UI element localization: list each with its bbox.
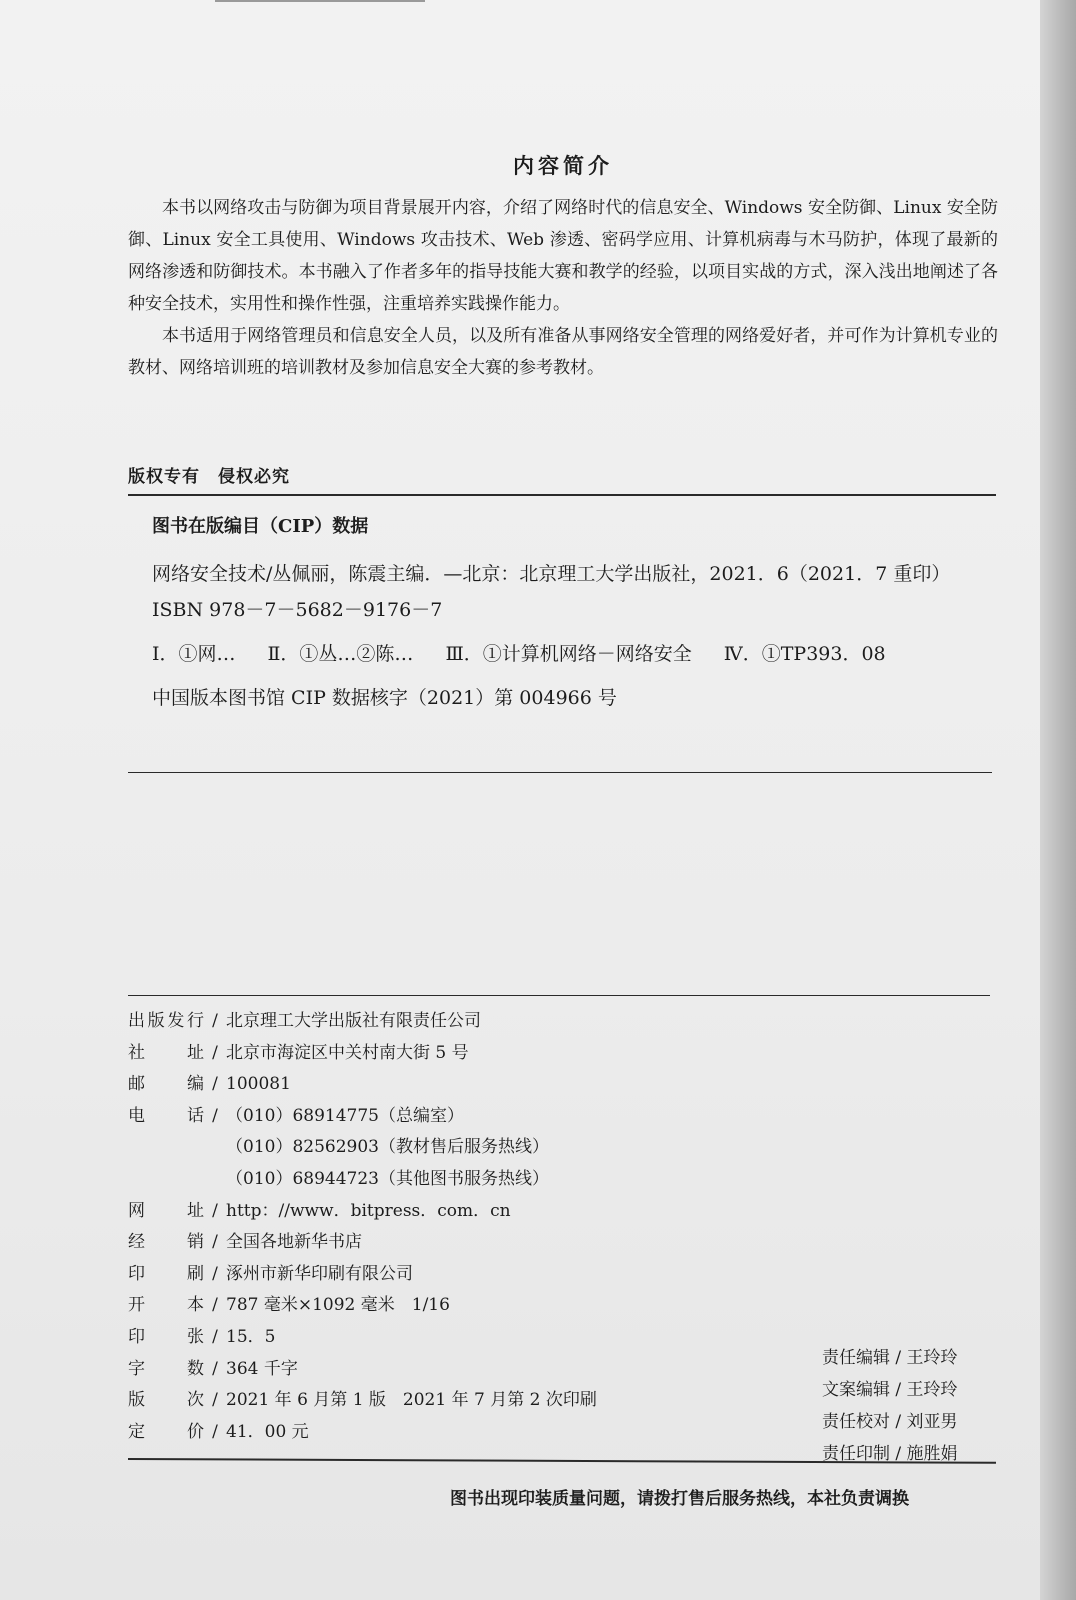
publication-value: 41．00 元	[226, 1421, 309, 1442]
publication-label	[128, 1385, 204, 1417]
publication-label-char: 行	[186, 1011, 204, 1031]
publication-row	[128, 1322, 628, 1354]
publication-label-char: 印	[128, 1263, 145, 1284]
publication-label-char: 本	[187, 1295, 204, 1316]
publication-row	[128, 1164, 628, 1196]
publication-label-char: 字	[128, 1358, 145, 1379]
summary-paragraph-2: 本书适用于网络管理员和信息安全人员，以及所有准备从事网络安全管理的网络爱好者，并可作为计算机专业的教材、网络培训班的培训教材及参加信息安全大赛的参考教材。	[128, 326, 998, 378]
publication-label-char: 址	[187, 1042, 204, 1063]
content-summary	[128, 150, 998, 384]
publication-value: 北京市海淀区中关村南大街 5 号	[226, 1042, 469, 1063]
publication-label	[128, 1069, 204, 1101]
publication-separator: /	[212, 1232, 218, 1253]
publication-row	[128, 1354, 628, 1386]
editor-proofreader: 责任校对 / 刘亚男	[822, 1412, 958, 1432]
publication-label-char: 印	[128, 1326, 145, 1347]
publication-separator: /	[212, 1042, 218, 1063]
publication-label-char: 编	[187, 1074, 204, 1095]
publication-label	[128, 1417, 204, 1449]
publication-label	[128, 1196, 204, 1228]
editor-printing: 责任印制 / 施胜娟	[822, 1444, 958, 1464]
publication-label	[128, 1006, 204, 1038]
publication-label-char: 邮	[128, 1074, 145, 1095]
publication-label	[128, 1322, 204, 1354]
publication-separator: /	[212, 1358, 218, 1379]
publication-separator: /	[212, 1390, 218, 1411]
cip-classifications	[128, 636, 998, 672]
editor-responsible: 责任编辑 / 王玲玲	[822, 1348, 958, 1368]
publication-label-char: 址	[187, 1200, 204, 1221]
publication-label-char: 销	[187, 1232, 204, 1253]
publication-separator: /	[212, 1421, 218, 1442]
cip-bibliographic: 网络安全技术/丛佩丽，陈震主编．—北京：北京理工大学出版社，2021．6（2021．7 重印）	[152, 563, 951, 585]
top-edge-line	[215, 0, 425, 2]
cip-class-1: Ⅰ．①网…	[152, 643, 236, 665]
publication-label	[128, 1259, 204, 1291]
publication-row	[128, 1196, 628, 1228]
editor-copy: 文案编辑 / 王玲玲	[822, 1380, 958, 1400]
quality-notice: 图书出现印装质量问题，请拨打售后服务热线，本社负责调换	[450, 1489, 909, 1509]
publication-label	[128, 1038, 204, 1070]
cip-class-3: Ⅲ．①计算机网络－网络安全	[445, 643, 692, 665]
cip-class-2: Ⅱ．①丛…②陈…	[267, 643, 414, 665]
cip-bottom-rule	[128, 772, 992, 773]
summary-title: 内容简介	[513, 153, 613, 178]
copyright-notice: 版权专有 侵权必究	[128, 467, 290, 487]
publication-row	[128, 1417, 628, 1449]
publication-row	[128, 1038, 628, 1070]
publication-separator: /	[212, 1263, 218, 1284]
publication-value: 15．5	[226, 1326, 276, 1347]
cip-block	[128, 512, 998, 716]
publication-value: 2021 年 6 月第 1 版 2021 年 7 月第 2 次印刷	[226, 1390, 597, 1411]
publication-row	[128, 1069, 628, 1101]
publication-label-char: 话	[187, 1105, 204, 1126]
publication-label	[128, 1101, 204, 1133]
cip-isbn: ISBN 978－7－5682－9176－7	[152, 599, 443, 621]
publication-separator: /	[212, 1326, 218, 1347]
publication-value: 364 千字	[226, 1358, 298, 1379]
publication-label-char: 张	[187, 1326, 204, 1347]
cip-title: 图书在版编目（CIP）数据	[152, 516, 369, 537]
summary-paragraph-1: 本书以网络攻击与防御为项目背景展开内容，介绍了网络时代的信息安全、Windows 安全防御、Linux 安全防御、Linux 安全工具使用、Windows 攻击技术、Web 渗透、密码学应用、计算机病毒与木马防护，体现了最新的网络渗透和防御技术。本书融入了作者多年的指导技能大赛和教学的经验，以项目实战的方式，深入浅出地阐述了各种安全技术，实用性和操作性强，注重培养实践操作能力。	[128, 198, 998, 314]
publication-label	[128, 1290, 204, 1322]
publication-value: （010）68944723（其他图书服务热线）	[226, 1168, 549, 1189]
publication-label-char: 版	[147, 1011, 165, 1031]
publication-row	[128, 1006, 628, 1038]
publication-value: （010）82562903（教材售后服务热线）	[226, 1137, 549, 1158]
publication-label	[128, 1354, 204, 1386]
cip-class-4: Ⅳ．①TP393．08	[723, 643, 886, 665]
publication-separator: /	[212, 1200, 218, 1221]
publication-label-char: 电	[128, 1105, 145, 1126]
publication-row	[128, 1227, 628, 1259]
publication-label-char: 次	[187, 1390, 204, 1411]
cip-top-rule	[128, 494, 996, 496]
publication-label-char: 社	[128, 1042, 145, 1063]
cip-record: 中国版本图书馆 CIP 数据核字（2021）第 004966 号	[152, 687, 617, 709]
publication-separator: /	[212, 1105, 218, 1126]
publication-value: （010）68914775（总编室）	[226, 1105, 464, 1126]
publication-label	[128, 1227, 204, 1259]
publication-label-char: 开	[128, 1295, 145, 1316]
publication-top-rule	[128, 995, 990, 996]
publication-label-char: 网	[128, 1200, 145, 1221]
publication-row	[128, 1385, 628, 1417]
publication-row	[128, 1101, 628, 1133]
publication-label-char: 数	[187, 1358, 204, 1379]
publication-value: 100081	[226, 1074, 291, 1095]
editor-credits	[822, 1342, 992, 1470]
publication-separator: /	[212, 1295, 218, 1316]
publication-row	[128, 1132, 628, 1164]
page-edge	[1040, 0, 1076, 1600]
publication-row	[128, 1290, 628, 1322]
publication-info	[128, 1006, 628, 1448]
publication-value: 全国各地新华书店	[226, 1232, 362, 1253]
publication-value: 北京理工大学出版社有限责任公司	[226, 1011, 481, 1031]
publication-label-char: 出	[128, 1011, 145, 1031]
publication-label-char: 定	[128, 1421, 145, 1442]
publication-label-char: 价	[187, 1421, 204, 1442]
publication-value: 涿州市新华印刷有限公司	[226, 1263, 413, 1284]
publication-label-char: 发	[167, 1011, 185, 1031]
publication-label-char: 经	[128, 1232, 145, 1253]
publication-value: 787 毫米×1092 毫米 1/16	[226, 1295, 450, 1316]
publication-separator: /	[212, 1074, 218, 1095]
publication-label-char: 版	[128, 1390, 145, 1411]
publication-row	[128, 1259, 628, 1291]
publication-label-char: 刷	[187, 1263, 204, 1284]
publication-separator: /	[212, 1011, 218, 1031]
publication-value: http：//www．bitpress．com．cn	[226, 1200, 511, 1221]
